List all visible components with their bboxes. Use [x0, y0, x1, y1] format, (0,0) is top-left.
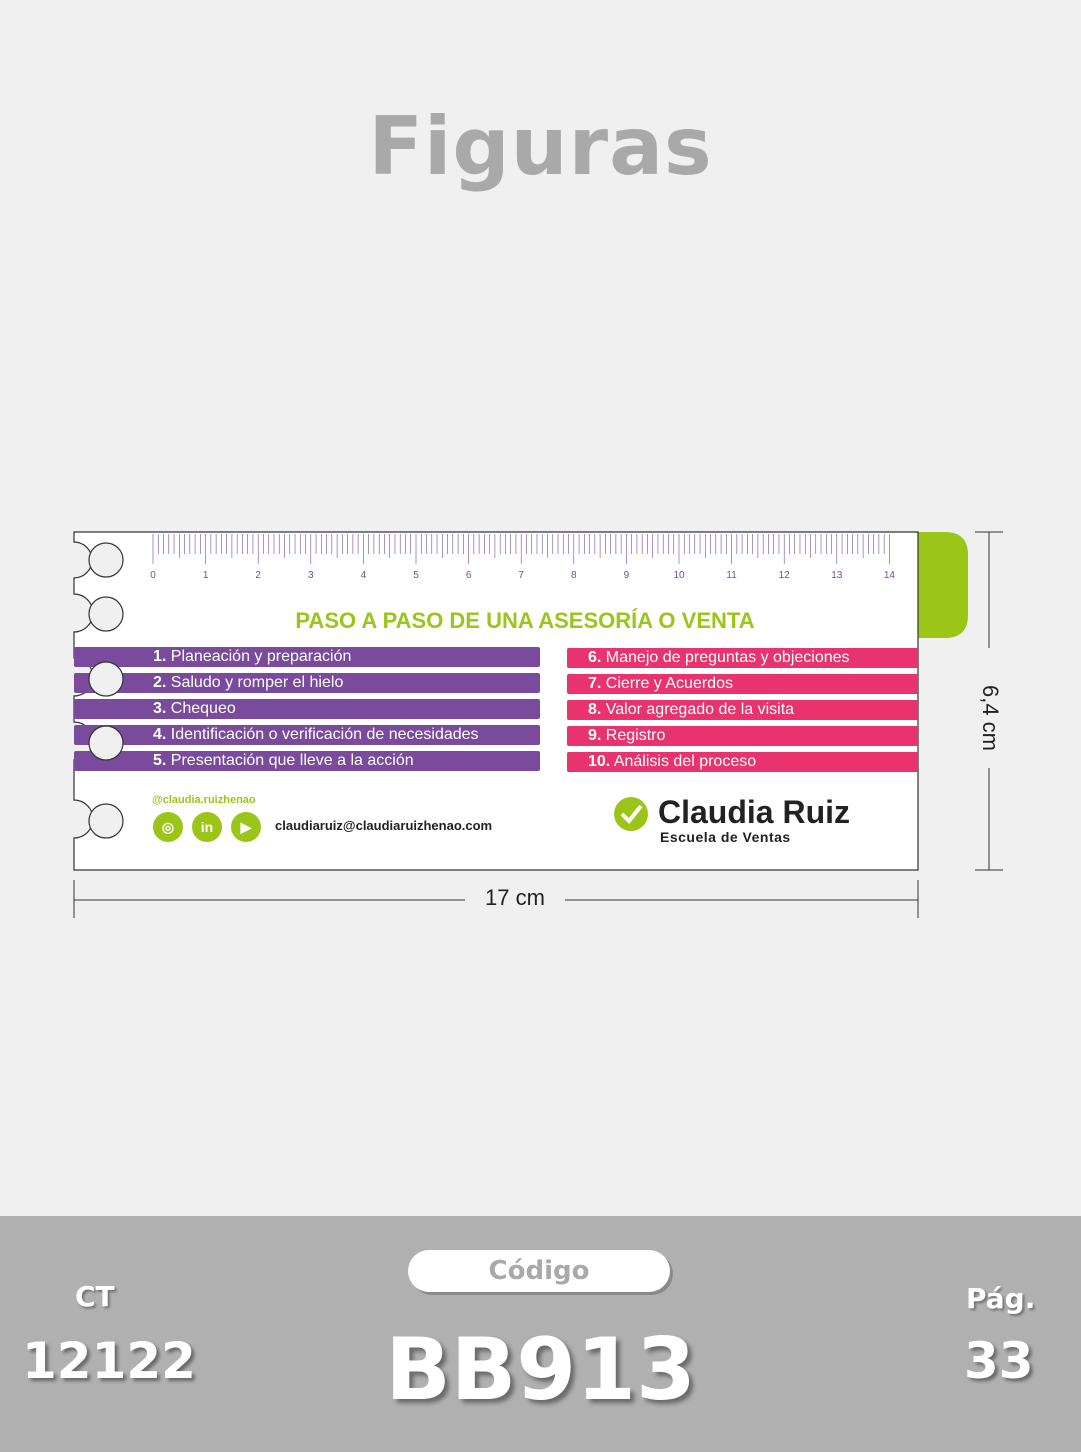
ring-hole — [89, 597, 123, 631]
ruler-label: 10 — [673, 570, 685, 581]
code-label: Código — [408, 1250, 670, 1292]
brand-tagline: Escuela de Ventas — [660, 829, 791, 845]
instagram-icon: ◎ — [153, 812, 183, 842]
brand-logo-icon — [614, 797, 648, 831]
ruler-label: 12 — [778, 570, 790, 581]
ring-hole — [89, 804, 123, 838]
step-1: 1. Planeación y preparación — [153, 648, 352, 665]
card-headline: PASO A PASO DE UNA ASESORÍA O VENTA — [295, 608, 755, 633]
page-label: Pág. — [966, 1282, 1036, 1315]
page-title: Figuras — [368, 100, 713, 193]
step-8: 8. Valor agregado de la visita — [588, 701, 795, 718]
ct-label: CT — [75, 1280, 115, 1313]
brand-name: Claudia Ruiz — [658, 794, 851, 830]
ruler-label: 11 — [726, 570, 737, 581]
step-7: 7. Cierre y Acuerdos — [588, 675, 733, 692]
step-2: 2. Saludo y romper el hielo — [153, 674, 344, 691]
ruler-label: 7 — [518, 570, 524, 581]
ring-hole — [89, 662, 123, 696]
youtube-icon: ▶ — [231, 812, 261, 842]
step-10: 10. Análisis del proceso — [588, 753, 757, 770]
step-6: 6. Manejo de preguntas y objeciones — [588, 649, 850, 666]
ruler-label: 4 — [360, 570, 367, 581]
contact-email: claudiaruiz@claudiaruizhenao.com — [275, 818, 493, 833]
ring-hole — [89, 543, 123, 577]
step-4: 4. Identificación o verificación de necesidades — [153, 726, 479, 743]
ruler-label: 0 — [150, 570, 156, 581]
ruler-label: 1 — [202, 570, 209, 581]
step-bar-left — [74, 699, 540, 719]
ring-hole — [89, 726, 123, 760]
step-5: 5. Presentación que lleve a la acción — [153, 752, 414, 769]
ruler-label: 8 — [571, 570, 577, 581]
ruler-label: 5 — [413, 570, 419, 581]
product-figure — [0, 520, 1081, 930]
code-value: BB913 — [385, 1320, 696, 1420]
step-9: 9. Registro — [588, 727, 666, 744]
ruler-label: 14 — [883, 570, 895, 581]
width-label: 17 cm — [470, 885, 560, 911]
ruler-label: 3 — [308, 570, 314, 581]
ruler-label: 6 — [465, 570, 472, 581]
ruler-label: 13 — [831, 570, 843, 581]
page-value: 33 — [964, 1332, 1034, 1390]
linkedin-icon: in — [192, 812, 222, 842]
social-handle: @claudia.ruizhenao — [152, 794, 256, 806]
ct-value: 12122 — [22, 1332, 196, 1390]
ruler-label: 9 — [623, 570, 630, 581]
ruler-label: 2 — [255, 570, 261, 581]
footer — [0, 1216, 1081, 1452]
height-label: 6,4 cm — [977, 668, 1003, 768]
green-tab — [915, 532, 968, 638]
step-3: 3. Chequeo — [153, 700, 236, 717]
